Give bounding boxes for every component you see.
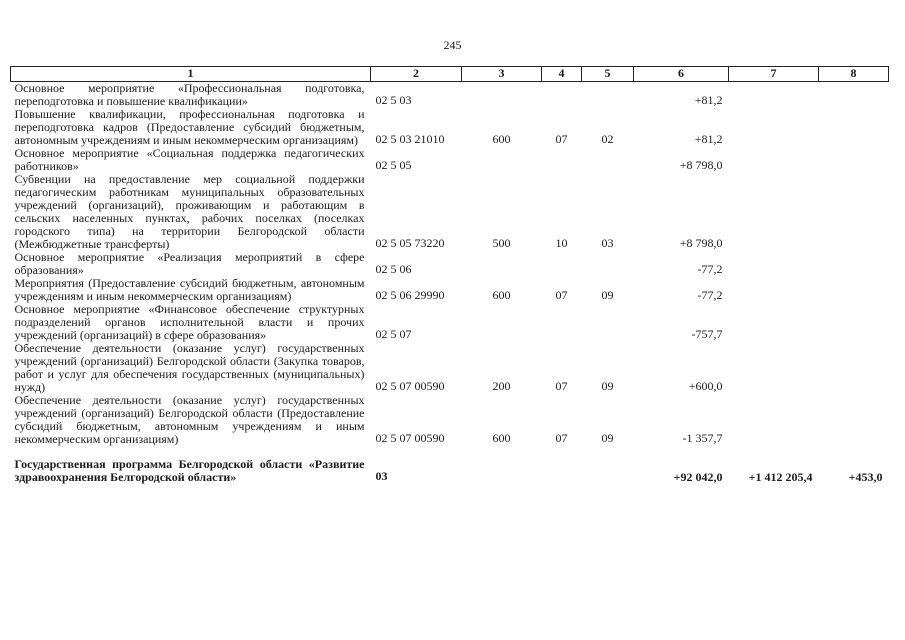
row-subsection — [582, 251, 634, 277]
program-amount-6: +92 042,0 — [673, 470, 723, 484]
table-row — [11, 303, 889, 342]
column-header-amount-7: 7 — [729, 67, 819, 82]
row-amount-7 — [729, 173, 819, 251]
row-amount-6: +81,2 — [694, 132, 723, 146]
row-amount-6: +81,2 — [694, 93, 723, 107]
row-amount-8 — [819, 303, 889, 342]
row-amount-6: +600,0 — [688, 379, 723, 393]
row-section: 07 — [555, 431, 568, 445]
column-header-section: 4 — [542, 67, 582, 82]
row-code: 02 5 06 29990 — [375, 288, 445, 302]
program-row — [11, 446, 889, 484]
table-row — [11, 251, 889, 277]
row-subsection — [582, 147, 634, 173]
row-name: Основное мероприятие «Профессиональная подготовка, переподготовка и повышение квалификации» — [14, 81, 365, 108]
row-code: 02 5 05 73220 — [375, 236, 445, 250]
column-header-amount-6: 6 — [634, 67, 729, 82]
row-code: 02 5 07 00590 — [375, 431, 445, 445]
row-amount-6: -757,7 — [691, 327, 723, 341]
row-name: Основное мероприятие «Социальная поддержка педагогических работников» — [14, 146, 365, 173]
row-section: 07 — [555, 288, 568, 302]
program-subsection — [582, 446, 634, 484]
row-expense-type: 600 — [492, 132, 511, 146]
row-section — [542, 82, 582, 109]
row-subsection — [582, 303, 634, 342]
row-section — [542, 303, 582, 342]
row-expense-type: 600 — [492, 431, 511, 445]
row-name: Основное мероприятие «Реализация мероприятий в сфере образования» — [14, 250, 365, 277]
row-code: 02 5 07 00590 — [375, 379, 445, 393]
budget-table — [10, 66, 889, 484]
program-expense-type — [462, 446, 542, 484]
column-header-subsection: 5 — [582, 67, 634, 82]
row-subsection: 03 — [601, 236, 614, 250]
row-amount-7 — [729, 303, 819, 342]
row-expense-type: 600 — [492, 288, 511, 302]
row-code: 02 5 05 — [375, 158, 412, 172]
row-subsection: 09 — [601, 431, 614, 445]
row-section — [542, 147, 582, 173]
table-row — [11, 342, 889, 394]
row-amount-8 — [819, 82, 889, 109]
row-expense-type: 500 — [492, 236, 511, 250]
row-amount-6: +8 798,0 — [679, 158, 723, 172]
table-row — [11, 108, 889, 147]
row-expense-type: 200 — [492, 379, 511, 393]
row-amount-7 — [729, 82, 819, 109]
row-name: Обеспечение деятельности (оказание услуг) государственных учреждений (организаций) Белгородской области (Предоставление субсидий бюджетным, автономным учреждениям и иным некоммерческим организациям) — [14, 393, 365, 446]
row-code: 02 5 06 — [375, 262, 412, 276]
row-amount-8 — [819, 277, 889, 303]
row-section: 07 — [555, 379, 568, 393]
column-header-name: 1 — [11, 67, 371, 82]
row-subsection: 02 — [601, 132, 614, 146]
row-amount-8 — [819, 173, 889, 251]
row-name: Основное мероприятие «Финансовое обеспечение структурных подразделений органов исполнительной власти и прочих учреждений (организаций) в сфере образования» — [14, 302, 365, 342]
row-amount-7 — [729, 394, 819, 446]
row-amount-6: -1 357,7 — [682, 431, 723, 445]
table-row — [11, 147, 889, 173]
row-name: Субвенции на предоставление мер социальной поддержки педагогическим работникам муниципальных образовательных учреждений (организаций), проживающим и работающим в сельских населенных пунктах, рабочих поселках (поселках городского типа) на территории Белгородской области (Межбюджетные трансферты) — [14, 172, 365, 251]
row-subsection: 09 — [601, 379, 614, 393]
table-row — [11, 277, 889, 303]
row-amount-7 — [729, 108, 819, 147]
row-amount-8 — [819, 394, 889, 446]
table-header-row — [11, 67, 889, 82]
row-code: 02 5 03 — [375, 93, 412, 107]
row-expense-type — [462, 251, 542, 277]
row-name: Повышение квалификации, профессиональная подготовка и переподготовка кадров (Предоставление субсидий бюджетным, автономным учреждениям и иным некоммерческим организациям) — [14, 107, 365, 147]
row-amount-7 — [729, 251, 819, 277]
program-code: 03 — [375, 469, 388, 483]
row-section: 10 — [555, 236, 568, 250]
table-row — [11, 173, 889, 251]
row-name: Мероприятия (Предоставление субсидий бюджетным, автономным учреждениям и иным некоммерческим организациям) — [14, 276, 365, 303]
row-expense-type — [462, 147, 542, 173]
program-name: Государственная программа Белгородской области «Развитие здравоохранения Белгородской области» — [14, 457, 365, 484]
row-amount-8 — [819, 147, 889, 173]
row-expense-type — [462, 82, 542, 109]
page-number: 245 — [443, 38, 462, 52]
column-header-code: 2 — [371, 67, 462, 82]
row-name: Обеспечение деятельности (оказание услуг) государственных учреждений (организаций) Белгородской области (Закупка товаров, работ и услуг для обеспечения государственных (муниципальных) нужд) — [14, 341, 365, 394]
row-amount-8 — [819, 342, 889, 394]
row-amount-6: -77,2 — [697, 262, 723, 276]
row-section — [542, 251, 582, 277]
table-row — [11, 394, 889, 446]
row-amount-7 — [729, 277, 819, 303]
row-amount-6: -77,2 — [697, 288, 723, 302]
row-amount-7 — [729, 342, 819, 394]
program-section — [542, 446, 582, 484]
row-subsection: 09 — [601, 288, 614, 302]
table-row — [11, 82, 889, 109]
program-amount-8: +453,0 — [848, 470, 883, 484]
row-amount-8 — [819, 251, 889, 277]
row-amount-6: +8 798,0 — [679, 236, 723, 250]
column-header-expense-type: 3 — [462, 67, 542, 82]
column-header-amount-8: 8 — [819, 67, 889, 82]
row-section: 07 — [555, 132, 568, 146]
row-code: 02 5 03 21010 — [375, 132, 445, 146]
row-code: 02 5 07 — [375, 327, 412, 341]
program-amount-7: +1 412 205,4 — [748, 470, 813, 484]
row-amount-8 — [819, 108, 889, 147]
row-amount-7 — [729, 147, 819, 173]
row-subsection — [582, 82, 634, 109]
row-expense-type — [462, 303, 542, 342]
